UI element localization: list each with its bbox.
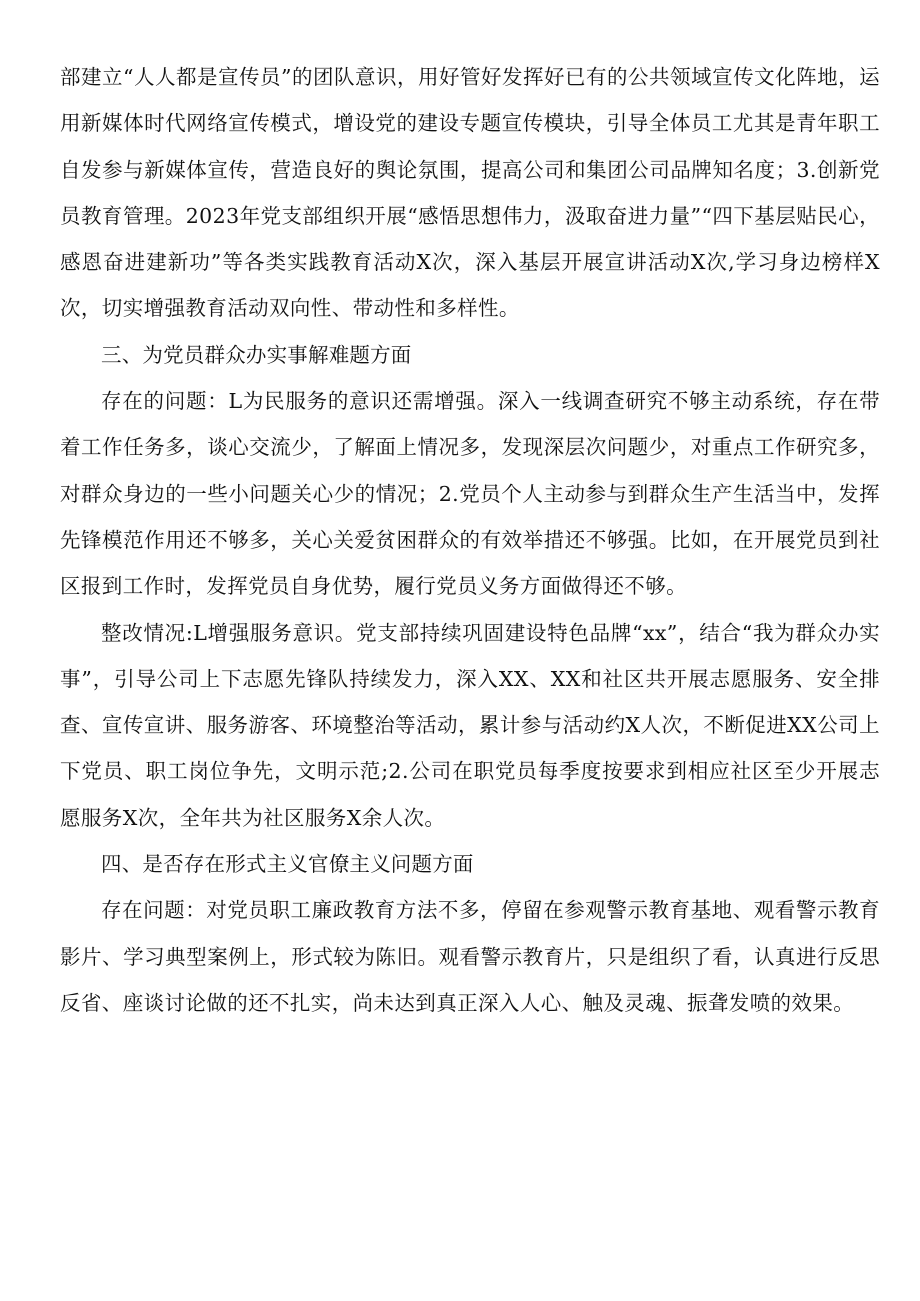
section-3-problem: 存在的问题：L为民服务的意识还需增强。深入一线调查研究不够主动系统，存在带着工作任务多，谈心交流少，了解面上情况多，发现深层次问题少，对重点工作研究多，对群众身边的一些小问题关心少的情况；2.党员个人主动参与到群众生产生活当中，发挥先锋模范作用还不够多，关心关爱贫困群众的有效举措还不够强。比如，在开展党员到社区报到工作时，发挥党员自身优势，履行党员义务方面做得还不够。 [60, 389, 880, 599]
section-3-heading: 三、为党员群众办实事解难题方面 [101, 342, 412, 367]
section-4-heading: 四、是否存在形式主义官僚主义问题方面 [101, 852, 474, 877]
document-page [60, 54, 880, 1026]
section-4-problem: 存在问题：对党员职工廉政教育方法不多，停留在参观警示教育基地、观看警示教育影片、学习典型案例上，形式较为陈旧。观看警示教育片，只是组织了看，认真进行反思反省、座谈讨论做的还不扎实，尚未达到真正深入人心、触及灵魂、振聋发喷的效果。 [60, 898, 880, 1015]
section-3-rectification: 整改情况:L增强服务意识。党支部持续巩固建设特色品牌“xx”，结合“我为群众办实事”，引导公司上下志愿先锋队持续发力，深入XX、XX和社区共开展志愿服务、安全排查、宣传宣讲、服务游客、环境整治等活动，累计参与活动约X人次，不断促进XX公司上下党员、职工岗位争先，文明示范;2.公司在职党员每季度按要求到相应社区至少开展志愿服务X次，全年共为社区服务X余人次。 [60, 620, 880, 830]
paragraph-continued: 部建立“人人都是宣传员”的团队意识，用好管好发挥好已有的公共领域宣传文化阵地，运用新媒体时代网络宣传模式，增设党的建设专题宣传模块，引导全体员工尤其是青年职工自发参与新媒体宣传，营造良好的舆论氛围，提高公司和集团公司品牌知名度；3.创新党员教育管理。2023年党支部组织开展“感悟思想伟力，汲取奋进力量”“四下基层贴民心，感恩奋进建新功”等各类实践教育活动X次，深入基层开展宣讲活动X次,学习身边榜样X次，切实增强教育活动双向性、带动性和多样性。 [60, 65, 880, 321]
